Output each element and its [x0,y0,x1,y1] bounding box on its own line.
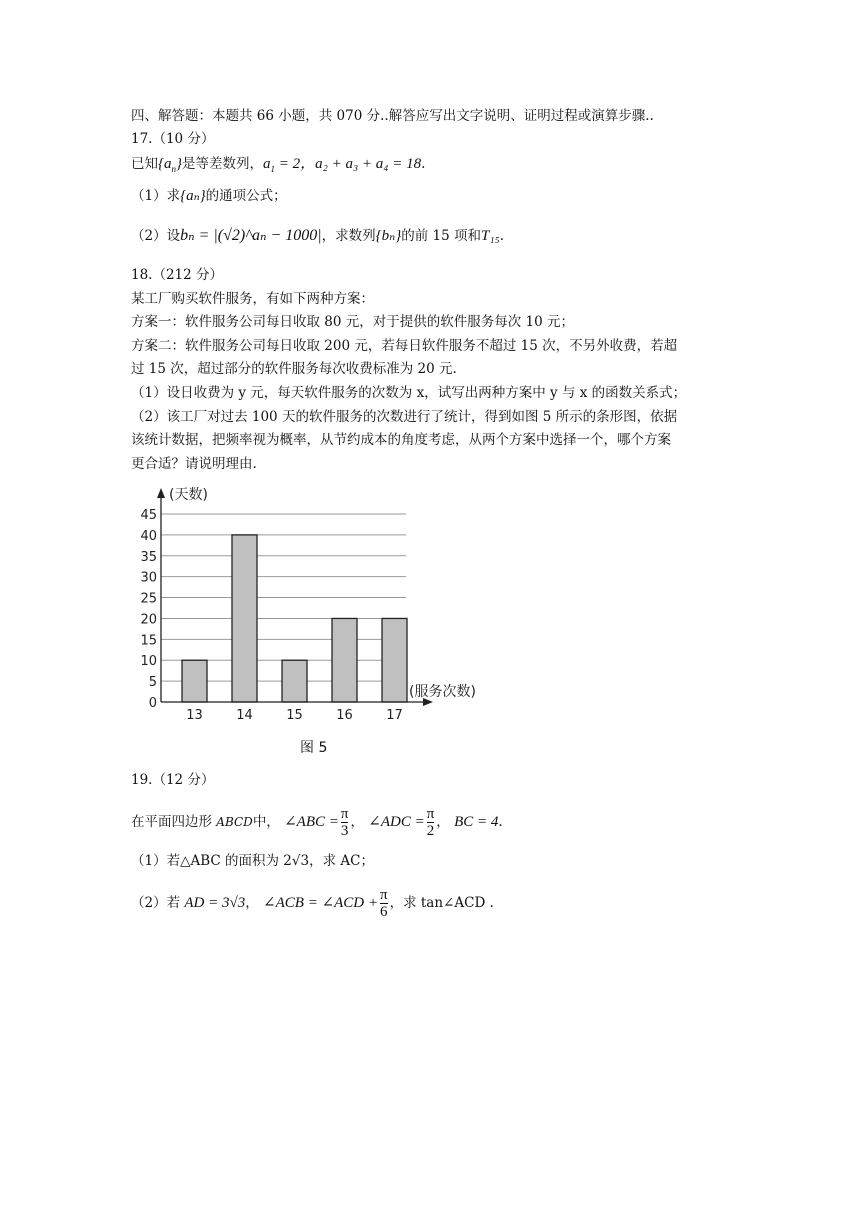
q19-frac-pi-6 [380,887,388,920]
q19-intro: 在平面四边形 ABCD中， ∠ABC = $\frac{\pi}{3}$ ， ∠ADC = $\frac{\pi}{2}$ ， BC = 4. [131,806,503,839]
q17-seq-close: } [176,156,182,172]
q17-part2-prefix: （2）设 [131,228,181,244]
q19-six: 6 [380,904,388,920]
x-tick-label: 13 [186,708,203,723]
q19-part2-suffix: ，求 tan∠ACD . [389,895,494,911]
q19-intro-prefix: 在平面四边形 [131,814,212,830]
q17-given-end: . [421,156,426,172]
x-tick-label: 17 [386,708,403,723]
y-tick-label: 5 [148,675,157,691]
q17-a1 [263,156,315,172]
q17-part2-seq: {bₙ} [375,228,402,244]
q19-intro-mid: 中， [252,814,280,830]
q17-given-mid: 是等差数列， [182,156,263,172]
q17-given-seq [158,156,182,172]
q19-part1: （1）若△ABC 的面积为 2√3，求 AC； [131,853,374,869]
q19-part2: （2）若 AD = 3√3， ∠ACB = ∠ACD + $\frac{\pi}{6}$ ，求 tan∠ACD . [131,887,494,920]
q19-bc: BC = 4 [454,814,499,830]
q17-part2-suffix: 的前 15 项和 [401,228,481,244]
q19-angle-abc: ∠ABC = [284,814,339,830]
q18-plan2-a: 方案二：软件服务公司每日收取 200 元，若每日软件服务不超过 15 次，不另外收费，若超 [131,338,678,354]
y-tick-label: 10 [140,654,157,670]
q17-seq-sub: n [171,164,176,174]
q17-part2 [131,226,504,246]
y-tick-label: 40 [140,528,157,544]
section-heading: 四、解答题：本题共 66 小题，共 070 分..解答应写出文字说明、证明过程或演算步骤.. [131,108,654,124]
q19-number: 19.（12 分） [131,772,215,788]
q18-part2-c: 更合适？请说明理由. [131,456,257,472]
q18-number: 18.（212 分） [131,267,224,283]
x-axis-label: (服务次数) [409,684,476,700]
y-tick-label: 25 [140,591,157,607]
q19-pi-3: π [380,887,388,903]
q17-given-prefix: 已知 [131,156,158,172]
q17-part2-formula: bₙ = |(√2)^aₙ − 1000| [180,227,322,244]
q19-two: 2 [426,823,435,839]
bar [182,660,207,702]
q17-a1-val: = 2， [275,156,316,172]
q19-intro-shape: ABCD [216,815,253,829]
q17-part2-mid: ，求数列 [321,228,376,244]
y-tick-label: 35 [140,549,157,565]
bar [232,535,257,702]
y-tick-label: 0 [148,696,157,711]
y-axis-arrow [157,488,165,498]
x-tick-label: 15 [286,708,303,723]
x-tick-label: 16 [336,708,353,723]
q17-part1-prefix: （1）求 [131,188,181,204]
q18-part2-a: （2）该工厂对过去 100 天的软件服务的次数进行了统计，得到如图 5 所示的条形图，依据 [131,409,678,425]
bar [332,618,357,702]
bar [382,618,407,702]
q17-sum: a₂ + a₃ + a₄ = 18 [315,156,422,172]
q18-plan1: 方案一：软件服务公司每日收取 80 元，对于提供的软件服务每次 10 元； [131,314,575,330]
bar-chart [131,484,501,729]
q18-plan2-b: 过 15 次，超过部分的软件服务每次收费标准为 20 元. [131,361,457,377]
q18-part2-b: 该统计数据，把频率视为概率，从节约成本的角度考虑，从两个方案中选择一个，哪个方案 [131,432,671,448]
y-tick-label: 30 [140,570,157,586]
q17-part1-suffix: 的通项公式； [205,188,287,204]
bar [282,660,307,702]
q17-part1 [131,186,287,206]
q17-a1-letter: a [263,156,271,172]
q17-given [131,154,425,179]
q18-intro: 某工厂购买软件服务，有如下两种方案： [131,291,374,307]
q17-part2-T: T₁₅ [480,228,500,244]
q19-pi-2: π [426,806,435,822]
q18-part1: （1）设日收费为 y 元，每天软件服务的次数为 x，试写出两种方案中 y 与 x 的函数关系式； [131,385,687,401]
y-tick-label: 20 [140,612,157,628]
q19-frac-pi-2 [427,806,435,839]
q17-part1-seq: {aₙ} [180,188,206,204]
figure-caption: 图 5 [300,740,328,756]
q19-part2-angle: ∠ACB = ∠ACD + [263,895,379,911]
y-axis-label: (天数) [169,487,208,503]
q19-frac-pi-3 [341,806,349,839]
q19-three: 3 [340,823,349,839]
q19-part2-ad: AD = 3√3 [184,895,246,911]
x-tick-label: 14 [236,708,253,723]
q17-part2-end: . [499,228,505,244]
q19-pi: π [340,806,349,822]
q19-angle-adc: ∠ADC = [368,814,425,830]
q17-number: 17.（10 分） [131,131,215,147]
q19-part2-prefix: （2）若 [131,895,181,911]
q17-seq-a: {a [158,156,172,172]
y-tick-label: 15 [140,633,157,649]
y-tick-label: 45 [140,508,157,523]
q17-a1-sub: 1 [270,164,275,174]
